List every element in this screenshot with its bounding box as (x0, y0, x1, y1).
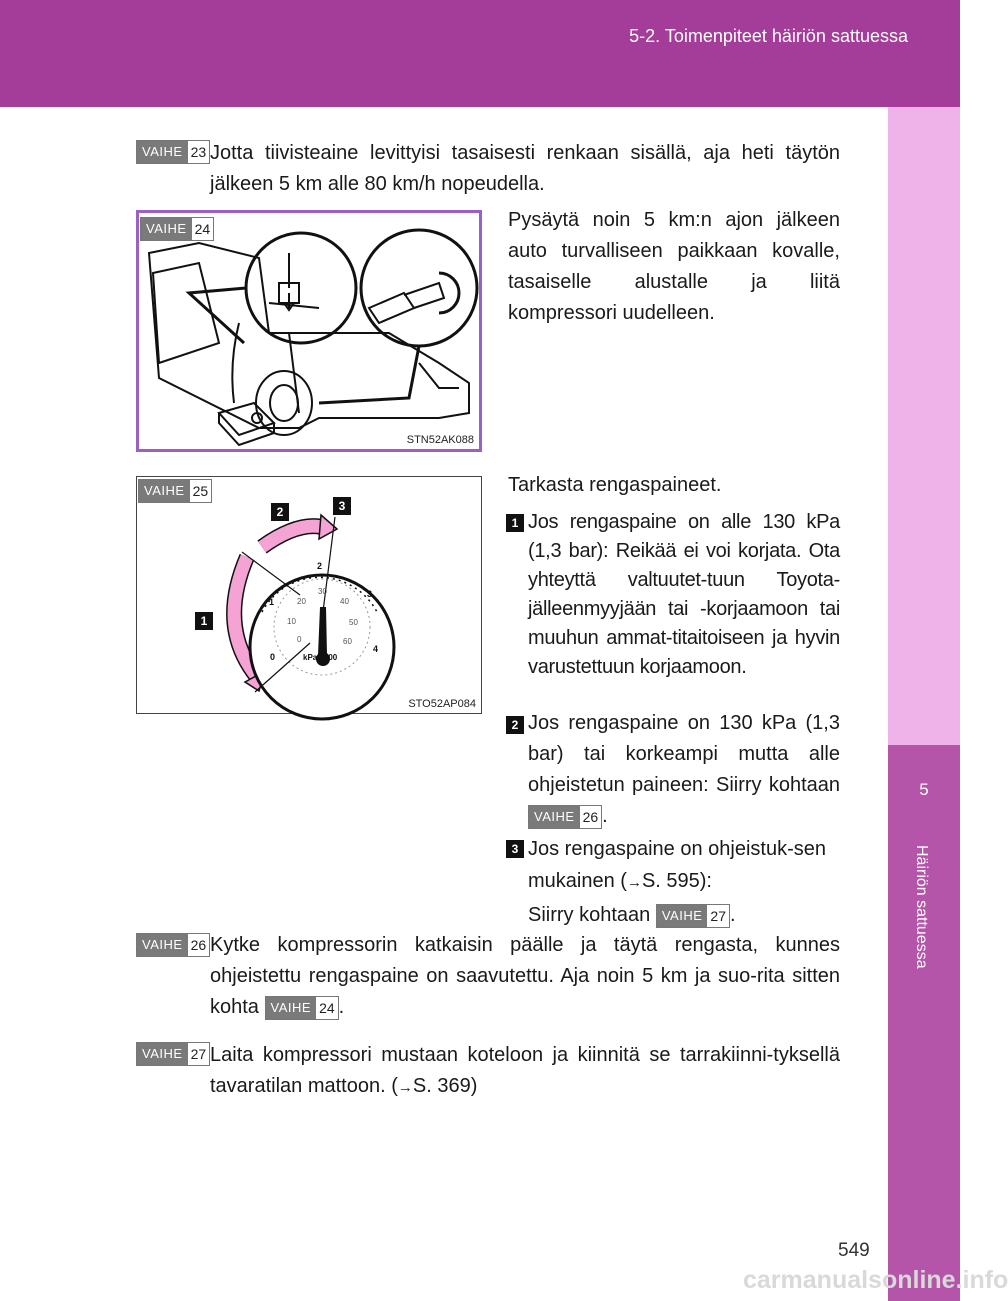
item-2-text: Jos rengaspaine on 130 kPa (1,3 bar) tai korkeampi mutta alle ohjeistetun paineen: Siirry kohtaan (528, 712, 840, 796)
page-number: 549 (838, 1240, 870, 1261)
step-badge-label: VAIHE (137, 141, 188, 163)
step-26-text: Kytke kompressorin katkaisin päälle ja täytä rengasta, kunnes ohjeistettu rengaspaine on saavutettu. Aja noin 5 km ja suo-rita sitten kohta VAIHE 24 . (210, 934, 840, 1018)
step-badge-label: VAIHE (141, 218, 192, 240)
gauge-tick-inner-50: 50 (349, 618, 358, 627)
step-27-text (210, 1040, 840, 1103)
step-ref-26[interactable] (528, 805, 602, 829)
page-ref-595[interactable]: S. 595): (641, 870, 712, 892)
gauge-tick-inner-20: 20 (297, 597, 306, 606)
chapter-number: 5 (919, 780, 929, 799)
chapter-title: Häiriön sattuessa (913, 845, 930, 969)
gauge-illustration (137, 477, 481, 713)
step-badge-number: 24 (192, 218, 214, 240)
arrow-icon: → (626, 874, 642, 891)
step-25-item-3: Jos rengaspaine on ohjeistuk-sen mukainen (→S. 595): Siirry kohtaan VAIHE 27 . (528, 838, 826, 926)
step-badge-label: VAIHE (137, 934, 188, 956)
step-25-item-2: Jos rengaspaine on 130 kPa (1,3 bar) tai korkeampi mutta alle ohjeistetun paineen: Siirry kohtaan VAIHE 26 . (528, 712, 840, 827)
item-3-text: Jos rengaspaine on ohjeistuk-sen mukainen ( (528, 838, 826, 892)
page-header (0, 0, 960, 107)
step-ref-24[interactable] (265, 996, 339, 1020)
callout-2: 2 (271, 503, 289, 521)
figure-reconnect-compressor (136, 210, 482, 452)
step-badge-number: 26 (188, 934, 210, 956)
step-26-body: Kytke kompressorin katkaisin päälle ja täytä rengasta, kunnes ohjeistettu rengaspaine on saavutettu. Aja noin 5 km ja suo-rita sitten kohta (210, 934, 840, 1018)
step-badge-23 (136, 140, 210, 164)
item-marker-1: 1 (506, 514, 524, 532)
step-badge-label: VAIHE (657, 905, 708, 927)
gauge-unit: kPa x100 (303, 653, 338, 662)
figure-code: STN52AK088 (406, 434, 474, 446)
footer-watermark: carmanualsonline.info (743, 1266, 1008, 1294)
step-27-body: Laita kompressori mustaan koteloon ja kiinnitä se tarrakiinni-tyksellä tavaratilan mattoon. ( (210, 1044, 840, 1097)
callout-1: 1 (195, 612, 213, 630)
item-marker-2: 2 (506, 716, 524, 734)
step-ref-27[interactable] (656, 904, 730, 928)
step-badge-number: 25 (190, 480, 212, 502)
page-ref-369[interactable]: S. 369) (412, 1075, 478, 1097)
gauge-tick-inner-40: 40 (340, 597, 349, 606)
step-badge-number: 24 (316, 997, 338, 1019)
gauge-tick-outer-1: 1 (269, 597, 275, 607)
step-badge-label: VAIHE (137, 1043, 188, 1065)
gauge-tick-outer-4: 4 (373, 644, 379, 654)
item-marker-3: 3 (506, 840, 524, 858)
car-illustration (139, 213, 479, 449)
figure-pressure-gauge (136, 476, 482, 714)
figure-code: STO52AP084 (408, 698, 476, 710)
gauge-tick-outer-3: 3 (367, 589, 373, 599)
step-badge-number: 26 (580, 806, 602, 828)
step-badge-number: 27 (707, 905, 729, 927)
step-badge-27 (136, 1042, 210, 1066)
step-badge-number: 27 (188, 1043, 210, 1065)
step-25-item-1: Jos rengaspaine on alle 130 kPa (1,3 bar): Reikää ei voi korjata. Ota yhteyttä valtuutet-tuun Toyota-jälleenmyyjään tai -korjaamoon tai muuhun ammat-titaitoiseen ja hyvin varustettuun korjaamoon. (528, 511, 840, 678)
gauge-tick-outer-0: 0 (270, 652, 276, 662)
gauge-tick-inner-0: 0 (297, 635, 302, 644)
step-24-text: Pysäytä noin 5 km:n ajon jälkeen auto turvalliseen paikkaan kovalle, tasaiselle alustalle ja liitä kompressori uudelleen. (508, 209, 840, 324)
gauge-tick-inner-30: 30 (318, 587, 327, 596)
step-25-text: Tarkasta rengaspaineet. (508, 474, 722, 496)
step-badge-number: 23 (188, 141, 210, 163)
step-badge-label: VAIHE (266, 997, 317, 1019)
side-tab-chapter (888, 745, 960, 1301)
step-badge-label: VAIHE (529, 806, 580, 828)
gauge-tick-inner-10: 10 (287, 617, 296, 626)
callout-3: 3 (333, 497, 351, 515)
section-title: 5-2. Toimenpiteet häiriön sattuessa (629, 26, 908, 46)
step-badge-label: VAIHE (139, 480, 190, 502)
arrow-icon: → (397, 1079, 413, 1096)
step-badge-26 (136, 933, 210, 957)
gauge-tick-outer-2: 2 (317, 561, 323, 571)
step-23-text: Jotta tiivisteaine levittyisi tasaisesti renkaan sisällä, aja heti täytön jälkeen 5 km alle 80 km/h nopeudella. (210, 142, 840, 195)
gauge-tick-inner-60: 60 (343, 637, 352, 646)
side-tab-top (888, 107, 960, 745)
item-3-goto: Siirry kohtaan (528, 904, 651, 926)
